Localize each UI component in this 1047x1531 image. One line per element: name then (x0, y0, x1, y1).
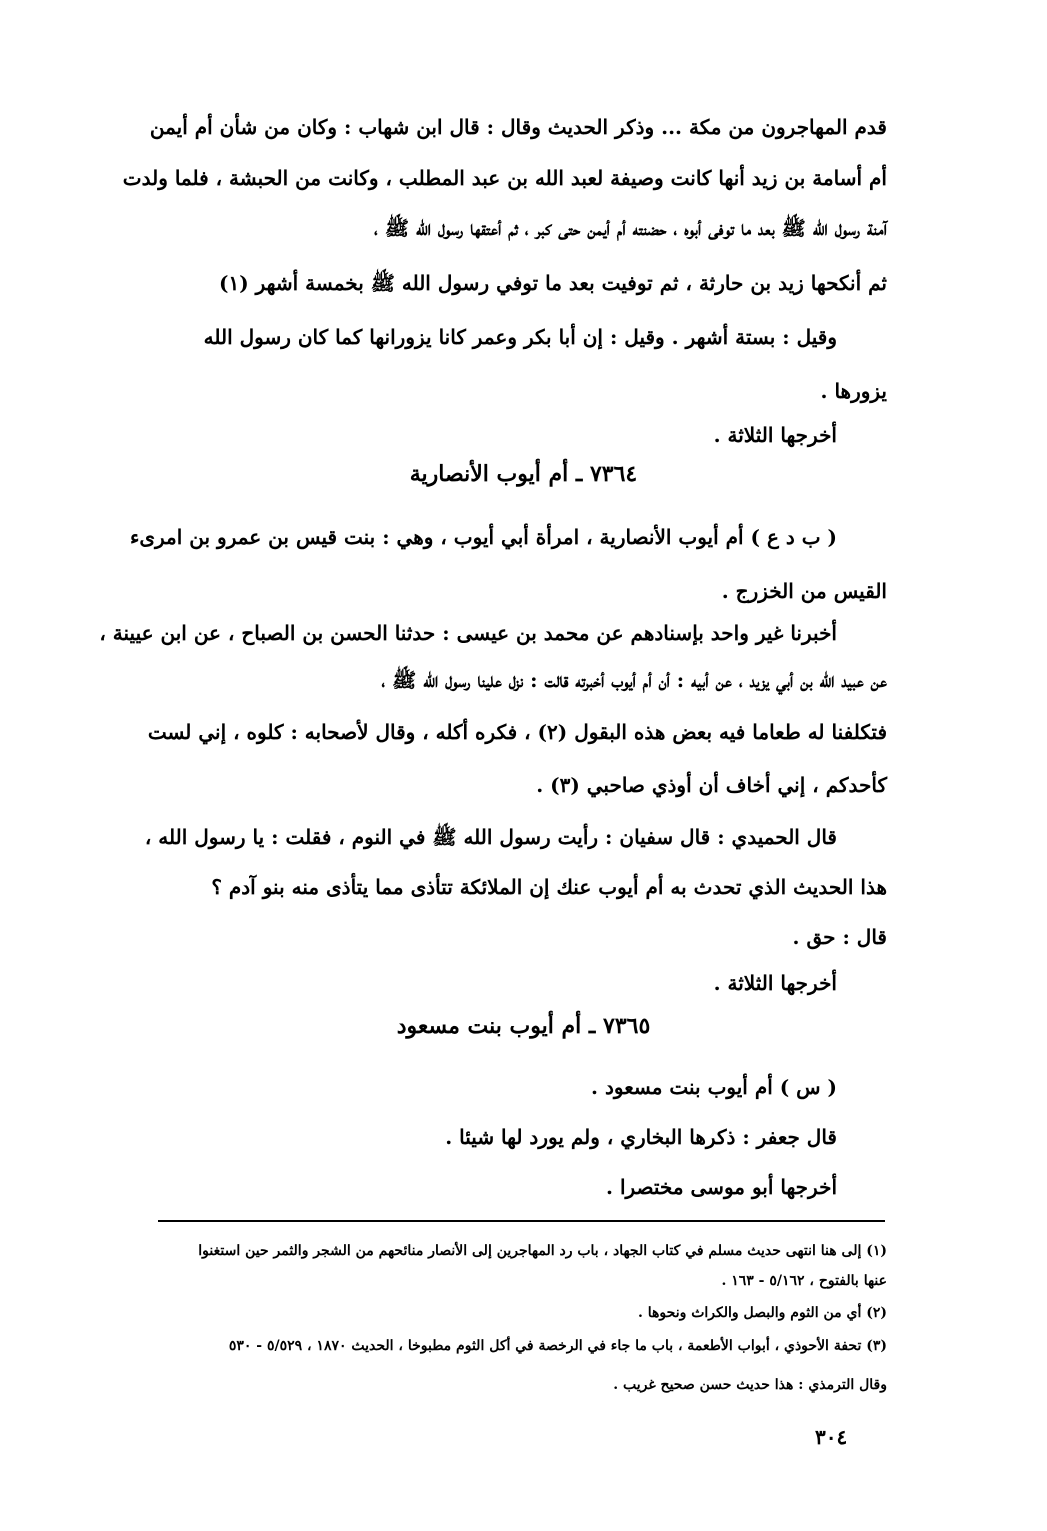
text-line: أخرجها أبو موسى مختصرا . (606, 1175, 837, 1199)
text-line: قدم المهاجرون من مكة ... وذكر الحديث وقال : قال ابن شهاب : وكان من شأن أم أيمن (149, 115, 887, 139)
text-line: يزورها . (820, 379, 887, 403)
text-line: فتكلفنا له طعاما فيه بعض هذه البقول (٢) ، فكره أكله ، وقال لأصحابه : كلوه ، إني لست (147, 720, 887, 744)
footnote-line: (١) إلى هنا انتهى حديث مسلم في كتاب الجهاد ، باب رد المهاجرين إلى الأنصار منائحهم من الشجر والثمر حين استغنوا (198, 1243, 887, 1259)
entry-heading: ٧٣٦٤ ـ أم أيوب الأنصارية (409, 461, 638, 487)
footnote-line: (٢) أي من الثوم والبصل والكراث ونحوها . (638, 1305, 887, 1321)
text-line: ( س ) أم أيوب بنت مسعود . (591, 1075, 837, 1099)
text-line: آمنة رسول الله ﷺ بعد ما توفى أبوه ، حضنته أم أيمن حتى كبر ، ثم أعتقها رسول الله ﷺ ، (374, 216, 887, 240)
footnote-divider (158, 1220, 885, 1222)
text-line: هذا الحديث الذي تحدث به أم أيوب عنك إن الملائكة تتأذى مما يتأذى منه بنو آدم ؟ (211, 875, 887, 899)
text-line: ( ب د ع ) أم أيوب الأنصارية ، امرأة أبي أيوب ، وهي : بنت قيس بن عمرو بن امرىء (129, 525, 837, 549)
page-number: ٣٠٤ (815, 1425, 848, 1449)
text-line: أخبرنا غير واحد بإسنادهم عن محمد بن عيسى : حدثنا الحسن بن الصباح ، عن ابن عيينة ، (99, 621, 837, 645)
footnote-line: عنها بالفتوح ، ٥/١٦٢ - ١٦٣ . (721, 1273, 887, 1289)
text-line: قال الحميدي : قال سفيان : رأيت رسول الله ﷺ في النوم ، فقلت : يا رسول الله ، (144, 825, 837, 849)
text-line: كأحدكم ، إني أخاف أن أوذي صاحبي (٣) . (536, 773, 887, 797)
text-line: عن عبيد الله بن أبي يزيد ، عن أبيه : أن أم أيوب أخبرته قالت : نزل علينا رسول الله ﷺ ، (381, 668, 887, 692)
text-line: أخرجها الثلاثة . (713, 971, 837, 995)
text-line: أم أسامة بن زيد أنها كانت وصيفة لعبد الله بن عبد المطلب ، وكانت من الحبشة ، فلما ولدت (122, 166, 887, 190)
text-line: وقيل : بستة أشهر . وقيل : إن أبا بكر وعمر كانا يزورانها كما كان رسول الله (203, 325, 837, 349)
text-line: أخرجها الثلاثة . (713, 423, 837, 447)
footnote-line: (٣) تحفة الأحوذي ، أبواب الأطعمة ، باب ما جاء في الرخصة في أكل الثوم مطبوخا ، الحديث ١٨٧٠ ، ٥/٥٢٩ - ٥٣٠ (228, 1338, 887, 1354)
entry-heading: ٧٣٦٥ ـ أم أيوب بنت مسعود (396, 1013, 651, 1039)
text-line: قال : حق . (792, 925, 887, 949)
text-line: ثم أنكحها زيد بن حارثة ، ثم توفيت بعد ما توفي رسول الله ﷺ بخمسة أشهر (١) (219, 271, 887, 295)
text-line: قال جعفر : ذكرها البخاري ، ولم يورد لها شيئا . (445, 1125, 837, 1149)
text-line: القيس من الخزرج . (721, 579, 887, 603)
footnote-line: وقال الترمذي : هذا حديث حسن صحيح غريب . (613, 1377, 887, 1393)
